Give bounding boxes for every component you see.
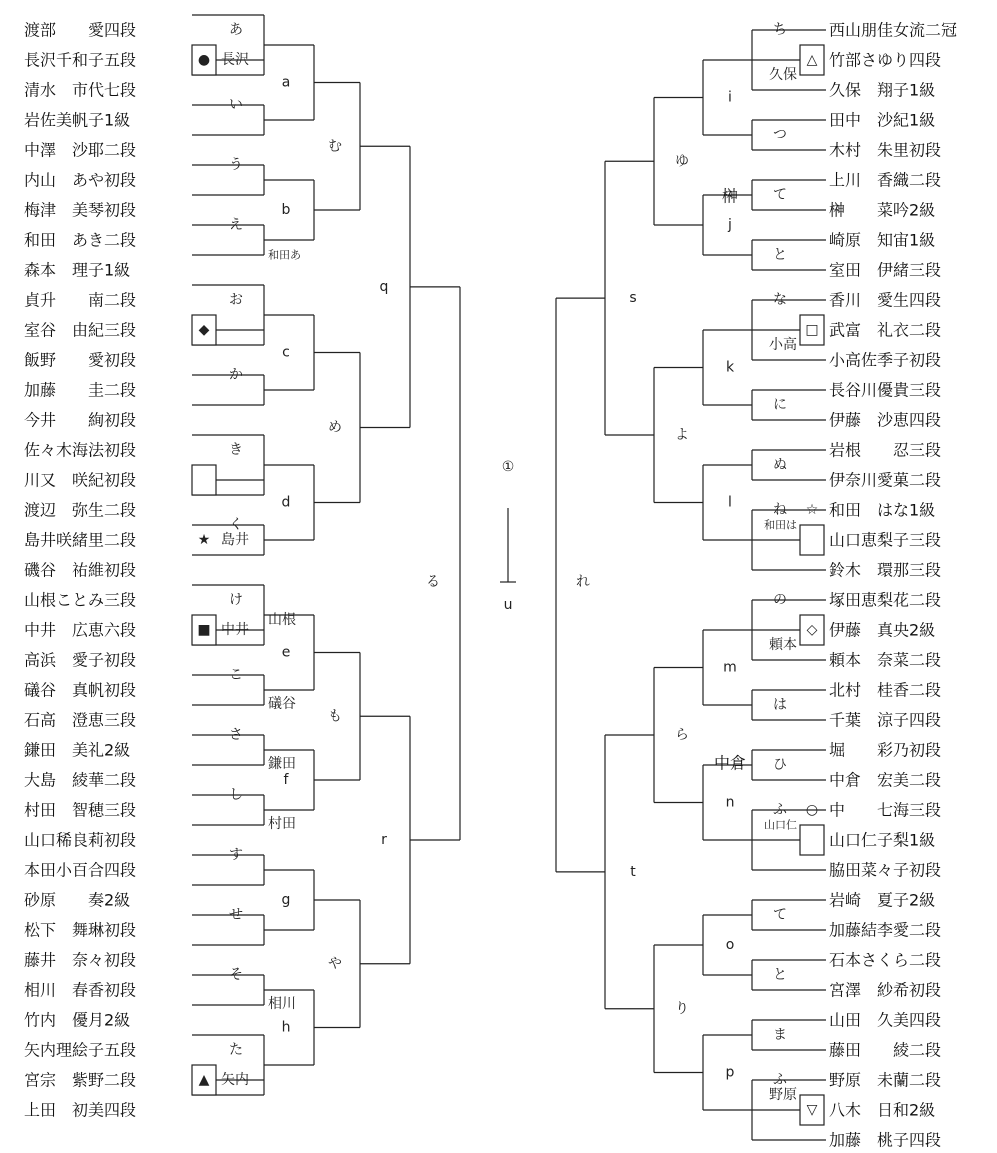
left-player-name: 高浜 愛子初段 [24, 650, 137, 670]
left-r1-label: せ [229, 907, 243, 923]
final-label-top: ① [501, 459, 515, 475]
right-r2-label: o [725, 937, 735, 953]
left-prelim-winner: 中井 [221, 622, 249, 638]
right-player-name: 竹部さゆり四段 [829, 50, 942, 70]
left-r1-label: す [229, 847, 243, 863]
right-prelim-winner: 和田は [764, 518, 797, 532]
left-seed-mark: ★ [197, 532, 211, 548]
right-prelim-winner: 頼本 [769, 637, 797, 653]
right-r2-label: l [728, 494, 732, 511]
left-r3-label: む [328, 138, 342, 155]
right-player-name: 上川 香織二段 [829, 170, 942, 190]
right-player-name: 野原 未蘭二段 [829, 1070, 942, 1090]
left-player-name: 村田 智穂三段 [24, 800, 137, 820]
left-player-name: 梅津 美琴初段 [24, 200, 137, 220]
right-player-name: 岩根 忍三段 [829, 440, 942, 460]
right-seed-mark: ▽ [806, 1102, 818, 1118]
right-r1-label: に [773, 397, 787, 413]
left-seed-mark: ▲ [198, 1072, 210, 1088]
right-player-name: 宮澤 紗希初段 [829, 980, 942, 1000]
right-r3-label: よ [675, 427, 689, 443]
left-r2-label: f [283, 772, 289, 788]
right-player-name: 堀 彩乃初段 [829, 740, 942, 760]
right-player-name: 山口仁子梨1級 [829, 830, 936, 850]
left-r4-label: r [381, 832, 387, 848]
right-player-name: 岩崎 夏子2級 [829, 890, 936, 910]
left-r1-label: き [229, 442, 243, 458]
left-player-name: 宮宗 紫野二段 [24, 1070, 137, 1090]
left-player-name: 上田 初美四段 [24, 1100, 137, 1120]
left-player-name: 和田 あき二段 [24, 230, 137, 250]
right-prelim-winner: 野原 [769, 1087, 797, 1103]
left-prelim-winner: 矢内 [221, 1072, 249, 1088]
right-player-name: 榊 菜吟2級 [829, 200, 936, 220]
right-r1-label: ぬ [773, 457, 787, 473]
left-r1-label: う [229, 157, 243, 173]
left-r1-label: こ [229, 667, 243, 683]
left-player-name: 竹内 優月2級 [24, 1010, 131, 1030]
right-r1-winner: 中倉 [713, 753, 747, 773]
left-player-name: 山口稀良莉初段 [24, 830, 137, 850]
right-seed-mark: □ [805, 322, 819, 338]
right-player-name: 加藤結李愛二段 [829, 920, 942, 940]
left-player-name: 相川 春香初段 [24, 980, 137, 1000]
right-seed-mark: ○ [805, 802, 819, 818]
left-r1-label: え [229, 217, 243, 233]
right-player-name: 伊奈川愛菓二段 [829, 470, 942, 490]
right-r1-label: て [773, 187, 787, 203]
right-r1-label: ひ [773, 757, 787, 773]
right-r2-label: m [723, 659, 737, 676]
left-r4-label: q [379, 278, 389, 295]
left-player-name: 藤井 奈々初段 [24, 950, 137, 970]
right-prelim-winner: 久保 [769, 67, 797, 83]
right-player-name: 香川 愛生四段 [829, 290, 942, 310]
right-player-name: 加藤 桃子四段 [829, 1130, 942, 1150]
right-seed-mark: △ [806, 52, 818, 68]
right-player-name: 中倉 宏美二段 [829, 770, 942, 790]
right-seed-box [800, 825, 824, 855]
right-player-name: 千葉 涼子四段 [829, 710, 942, 730]
right-r1-label: ふ [773, 802, 787, 818]
left-r1-label: そ [229, 967, 243, 983]
left-r1-winner: 山根 [268, 612, 296, 628]
right-r1-label: ふ [773, 1072, 787, 1088]
left-player-name: 長沢千和子五段 [24, 50, 137, 70]
left-player-name: 石高 澄恵三段 [24, 710, 137, 730]
left-player-name: 飯野 愛初段 [24, 350, 137, 370]
left-r1-label: い [229, 97, 243, 113]
right-player-name: 伊藤 真央2級 [829, 620, 936, 640]
left-r1-label: し [229, 787, 243, 803]
left-r3-label: め [328, 419, 342, 436]
left-r2-label: e [281, 644, 291, 661]
right-player-name: 木村 朱里初段 [829, 140, 942, 160]
left-player-name: 川又 咲紀初段 [24, 470, 137, 490]
left-seed-box [192, 465, 216, 495]
left-player-name: 加藤 圭二段 [24, 380, 137, 400]
left-player-name: 室谷 由紀三段 [24, 320, 137, 340]
right-player-name: 伊藤 沙恵四段 [829, 410, 942, 430]
left-player-name: 本田小百合四段 [24, 860, 137, 880]
right-player-name: 久保 翔子1級 [829, 80, 936, 100]
left-player-name: 島井咲緒里二段 [24, 530, 137, 550]
left-r1-label: か [229, 367, 243, 383]
right-seed-mark: ◇ [806, 622, 818, 638]
right-seed-box [800, 525, 824, 555]
right-r3-label: り [675, 1000, 689, 1017]
left-r2-label: d [281, 494, 291, 511]
right-player-name: 長谷川優貴三段 [829, 380, 942, 400]
left-r1-label: け [229, 592, 243, 608]
right-r1-label: と [773, 247, 787, 263]
right-player-name: 山口恵梨子三段 [829, 530, 942, 550]
right-r1-label: は [773, 697, 787, 713]
right-r2-label: k [725, 359, 735, 376]
right-player-name: 脇田菜々子初段 [829, 860, 942, 880]
right-r1-label: ま [773, 1027, 787, 1043]
right-player-name: 和田 はな1級 [829, 500, 936, 520]
left-r3-label: や [328, 955, 342, 972]
left-player-name: 岩佐美帆子1級 [24, 110, 131, 130]
right-player-name: 小高佐季子初段 [829, 350, 942, 370]
left-player-name: 磯谷 祐維初段 [24, 560, 137, 580]
left-r2-label: g [281, 892, 291, 908]
right-r2-label: p [725, 1064, 735, 1081]
left-seed-mark: ◆ [198, 322, 210, 338]
left-player-name: 松下 舞琳初段 [24, 920, 137, 940]
left-r1-winner: 和田あ [268, 248, 301, 262]
left-player-name: 森本 理子1級 [24, 260, 131, 280]
right-semi-label: れ [576, 574, 590, 590]
right-player-name: 山田 久美四段 [829, 1010, 942, 1030]
right-player-name: 中 七海三段 [829, 800, 942, 820]
left-r2-label: a [281, 74, 291, 91]
right-player-name: 藤田 綾二段 [829, 1040, 942, 1060]
right-r4-label: t [630, 863, 636, 880]
left-r1-winner: 村田 [268, 816, 296, 832]
left-player-name: 砂原 奏2級 [24, 890, 131, 910]
left-player-name: 中井 広恵六段 [24, 620, 137, 640]
right-r2-label: i [728, 89, 732, 106]
left-prelim-winner: 島井 [221, 532, 249, 548]
right-r1-label: な [773, 292, 787, 308]
left-r2-label: h [281, 1019, 291, 1036]
left-player-name: 山根ことみ三段 [24, 590, 137, 610]
right-r1-label: の [773, 592, 787, 608]
left-player-name: 貞升 南二段 [24, 290, 137, 310]
left-r2-label: b [281, 202, 291, 218]
left-r1-label: あ [229, 22, 243, 38]
right-player-name: 塚田恵梨花二段 [829, 590, 942, 610]
right-r4-label: s [629, 290, 637, 307]
left-player-name: 渡部 愛四段 [24, 20, 137, 40]
left-r1-winner: 鎌田 [268, 756, 296, 772]
right-player-name: 鈴木 環那三段 [829, 560, 942, 580]
left-player-name: 鎌田 美礼2級 [24, 740, 131, 760]
left-r1-label: く [229, 517, 243, 533]
right-r1-label: と [773, 967, 787, 983]
left-r3-label: も [328, 708, 342, 725]
left-seed-mark: ■ [197, 622, 211, 638]
left-r1-winner: 礒谷 [268, 696, 296, 712]
right-r3-label: ゆ [675, 153, 689, 170]
left-player-name: 中澤 沙耶二段 [24, 140, 137, 160]
right-player-name: 室田 伊緒三段 [829, 260, 942, 280]
right-r1-label: て [773, 907, 787, 923]
right-prelim-winner: 小高 [769, 337, 797, 353]
left-r1-winner: 相川 [268, 996, 296, 1012]
left-player-name: 内山 あや初段 [24, 170, 137, 190]
right-seed-mark: ☆ [805, 502, 819, 518]
right-player-name: 頼本 奈菜二段 [829, 650, 942, 670]
right-player-name: 崎原 知宙1級 [829, 230, 936, 250]
left-player-name: 矢内理絵子五段 [24, 1040, 137, 1060]
right-player-name: 北村 桂香二段 [829, 680, 942, 700]
left-player-name: 礒谷 真帆初段 [24, 680, 137, 700]
left-player-name: 大島 綾華二段 [24, 770, 137, 790]
left-r1-label: た [229, 1042, 243, 1058]
right-r3-label: ら [675, 727, 689, 743]
right-r2-label: n [725, 794, 735, 811]
right-player-name: 西山朋佳女流二冠 [829, 20, 958, 40]
left-prelim-winner: 長沢 [221, 52, 249, 68]
right-r2-label: j [728, 217, 732, 233]
right-player-name: 石本さくら二段 [829, 950, 942, 970]
left-r1-label: さ [229, 727, 243, 743]
right-r1-label: つ [773, 127, 787, 143]
left-r2-label: c [282, 344, 290, 361]
left-r1-label: お [229, 292, 243, 308]
final-label-bottom: u [503, 597, 513, 613]
right-r1-label: ち [773, 22, 787, 38]
left-player-name: 佐々木海法初段 [24, 440, 137, 460]
left-player-name: 清水 市代七段 [24, 80, 137, 100]
right-prelim-winner: 山口仁 [764, 818, 797, 832]
right-player-name: 八木 日和2級 [829, 1100, 936, 1120]
right-player-name: 田中 沙紀1級 [829, 110, 936, 130]
right-r1-label: ね [773, 502, 787, 518]
left-seed-mark: ● [197, 52, 211, 68]
right-r1-winner: 榊 [721, 186, 739, 206]
left-player-name: 渡辺 弥生二段 [24, 500, 137, 520]
left-player-name: 今井 絢初段 [24, 410, 137, 430]
left-semi-label: る [426, 574, 440, 590]
right-player-name: 武富 礼衣二段 [829, 320, 942, 340]
